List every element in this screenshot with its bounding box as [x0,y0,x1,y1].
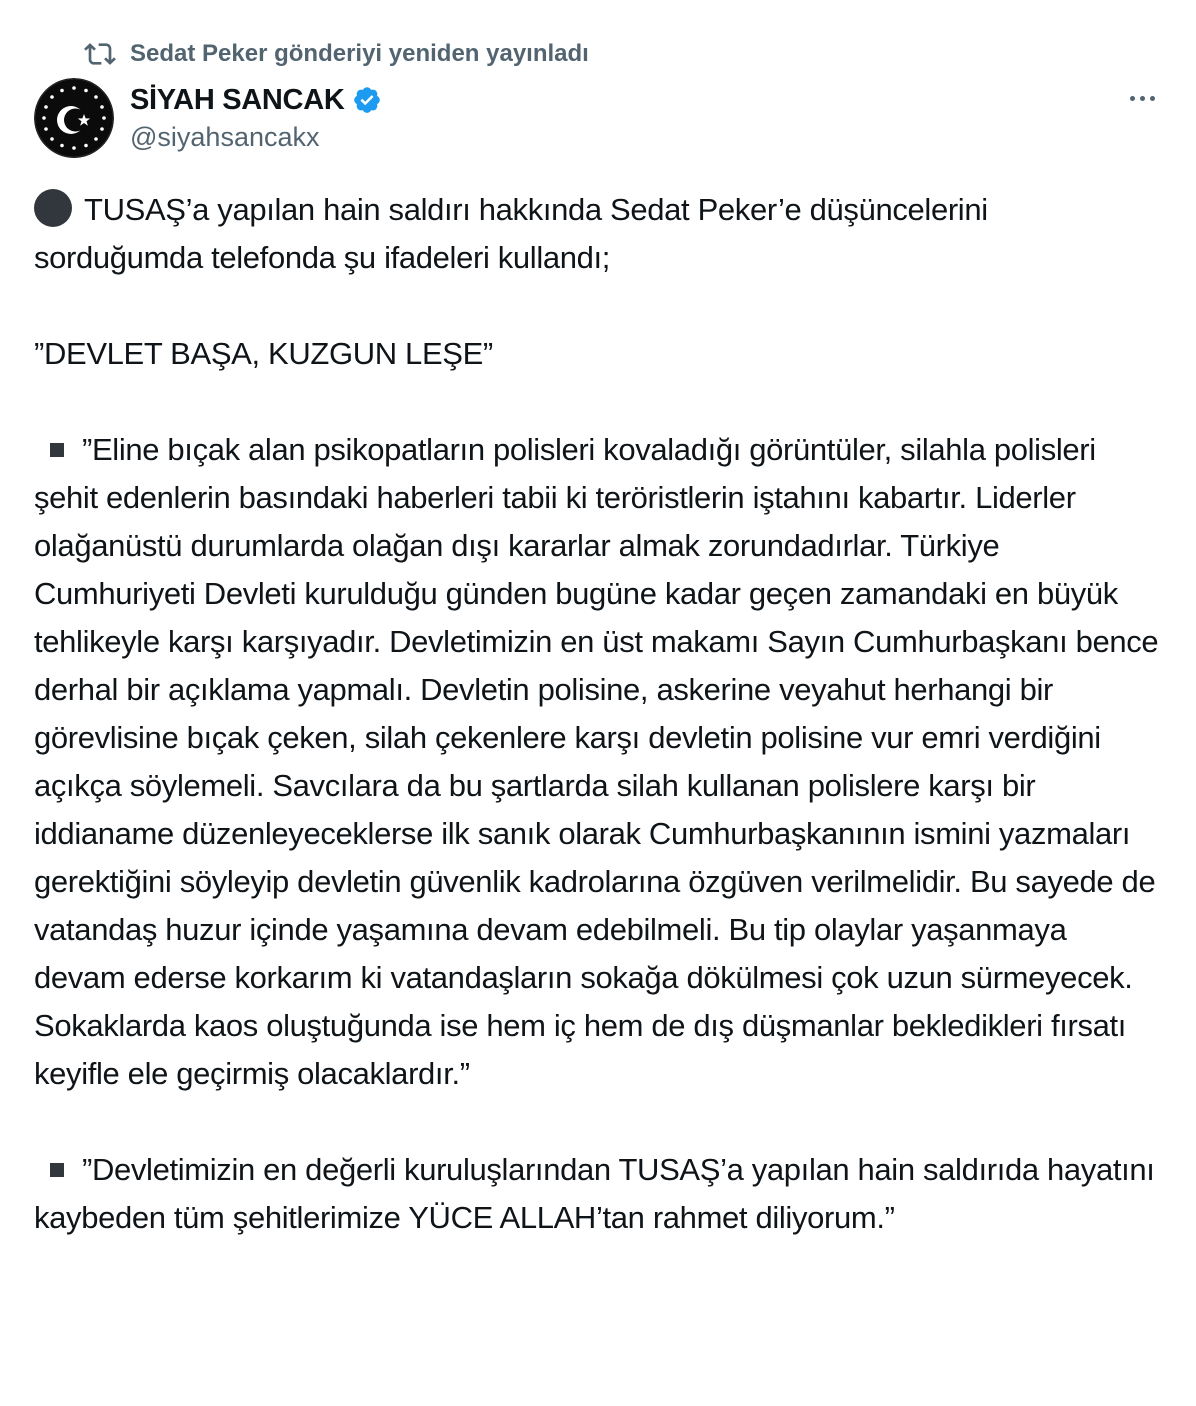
repost-label: Sedat Peker gönderiyi yeniden yayınladı [130,40,589,67]
author-display-name[interactable]: SİYAH SANCAK [130,83,345,116]
tweet-text [34,186,1164,1242]
repost-indicator[interactable] [84,36,589,72]
black-square-icon [50,443,64,457]
black-square-icon [50,1163,64,1177]
more-options-button[interactable] [1122,84,1162,112]
author-handle[interactable]: @siyahsancakx [130,122,320,152]
more-horizontal-icon [1130,96,1135,101]
black-circle-icon [34,189,72,227]
tweet-intro-paragraph: TUSAŞ’a yapılan hain saldırı hakkında Sedat Peker’e düşüncelerini sorduğumda telefonda şu ifadeleri kullandı; [34,186,1164,282]
author-block[interactable] [130,80,382,153]
repost-icon [84,38,116,70]
avatar[interactable] [34,78,114,158]
tweet-quote-1: ”Eline bıçak alan psikopatların polisleri kovaladığı görüntüler, silahla polisleri şehit edenlerin basındaki haberleri tabii ki teröristlerin iştahını kabartır. Liderler olağanüstü durumlarda olağan dışı kararlar almak zorundadırlar. Türkiye Cumhuriyeti Devleti kurulduğu günden bugüne kadar geçen zamandaki en büyük tehlikeyle karşı karşıyadır. Devletimizin en üst makamı Sayın Cumhurbaşkanı bence derhal bir açıklama yapmalı. Devletin polisine, askerine veyahut herhangi bir görevlisine bıçak çeken, silah çekenlere karşı devletin polisine vur emri verdiğini açıkça söylemeli. Savcılara da bu şartlarda silah kullanan polislere karşı bir iddianame düzenleyeceklerse ilk sanık olarak Cumhurbaşkanının ismini yazmaları gerektiğini söyleyip devletin güvenlik kadrolarına özgüven verilmelidir. Bu sayede de vatandaş huzur içinde yaşamına devam edebilmeli. Bu tip olaylar yaşanmaya devam ederse korkarım ki vatandaşların sokağa dökülmesi çok uzun sürmeyecek. Sokaklarda kaos oluştuğunda ise hem iç hem de dış düşmanlar bekledikleri fırsatı keyifle ele geçirmiş olacaklardır.” [34,432,1159,1091]
tweet-headline: ”DEVLET BAŞA, KUZGUN LEŞE” [34,336,493,371]
verified-badge-icon[interactable] [352,85,382,115]
tweet-quote-2: ”Devletimizin en değerli kuruluşlarından TUSAŞ’a yapılan hain saldırıda hayatını kaybeden tüm şehitlerimize YÜCE ALLAH’tan rahmet diliyorum.” [34,1152,1155,1235]
